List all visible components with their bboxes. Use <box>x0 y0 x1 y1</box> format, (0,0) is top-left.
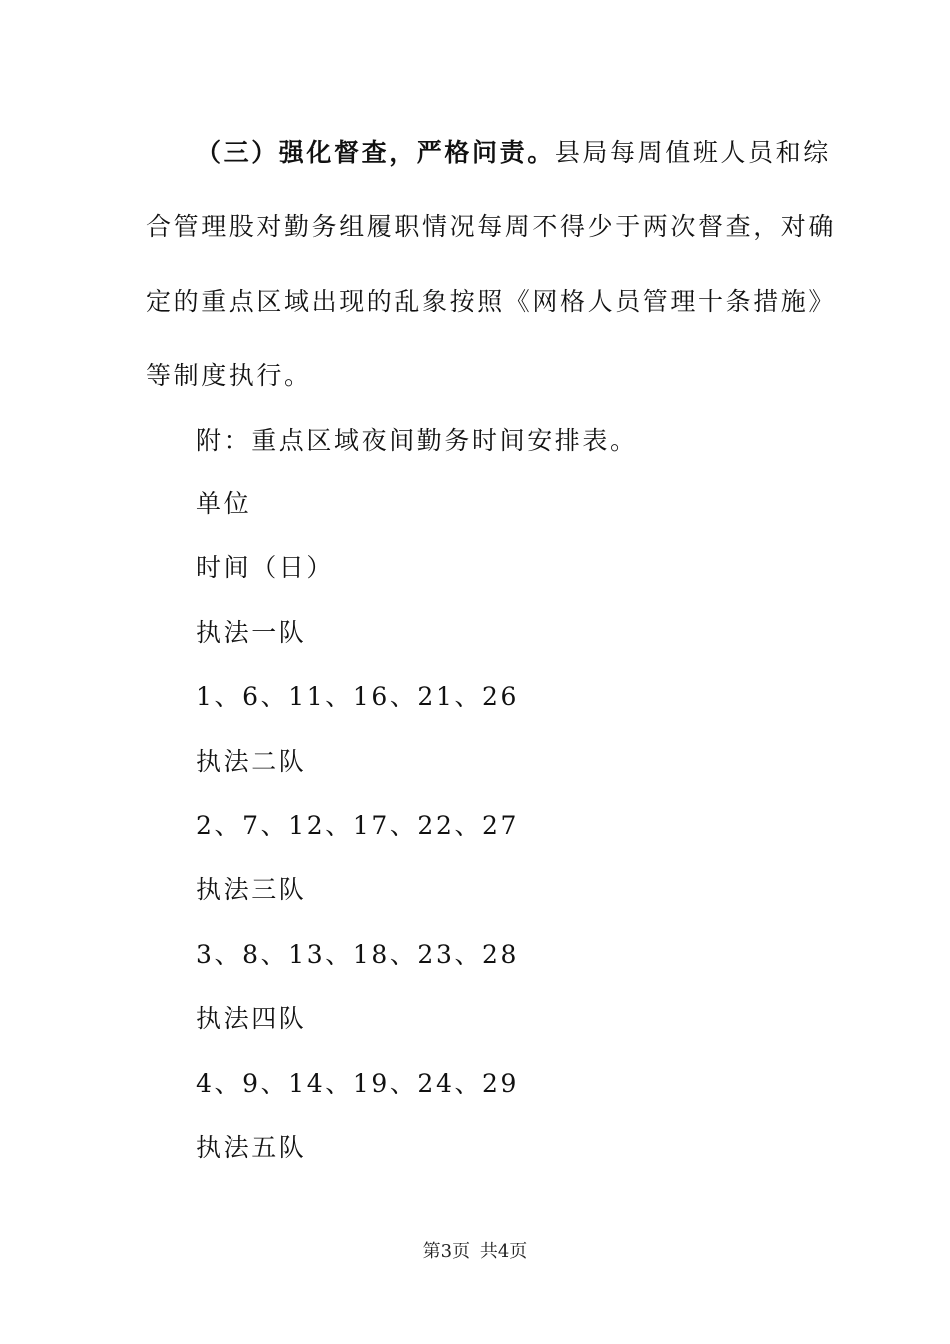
paragraph-line-3: 定的重点区域出现的乱象按照《网格人员管理十条措施》 <box>146 287 837 316</box>
table-row-days: 1、6、11、16、21、26 <box>196 682 520 711</box>
table-header-unit: 单位 <box>196 489 252 518</box>
table-row-days: 4、9、14、19、24、29 <box>196 1069 520 1098</box>
table-row-unit: 执法三队 <box>196 875 307 904</box>
paragraph-line-4: 等制度执行。 <box>146 361 312 390</box>
table-row-unit: 执法一队 <box>196 618 307 647</box>
page-footer <box>0 1240 950 1264</box>
page-number: 第3页 <box>422 1241 471 1262</box>
table-row-unit: 执法五队 <box>196 1133 307 1162</box>
section-heading: （三）强化督查，严格问责。 <box>196 138 555 167</box>
page-total: 共4页 <box>479 1241 528 1262</box>
table-row-unit: 执法二队 <box>196 747 307 776</box>
paragraph-text: 县局每周值班人员和综 <box>554 138 831 167</box>
attachment-note: 附：重点区域夜间勤务时间安排表。 <box>196 426 638 455</box>
paragraph-line-1 <box>196 138 856 168</box>
table-row-days: 3、8、13、18、23、28 <box>196 940 520 969</box>
table-row-unit: 执法四队 <box>196 1004 307 1033</box>
table-header-time: 时间（日） <box>196 553 335 582</box>
paragraph-line-2: 合管理股对勤务组履职情况每周不得少于两次督查，对确 <box>146 212 837 241</box>
table-row-days: 2、7、12、17、22、27 <box>196 811 520 840</box>
